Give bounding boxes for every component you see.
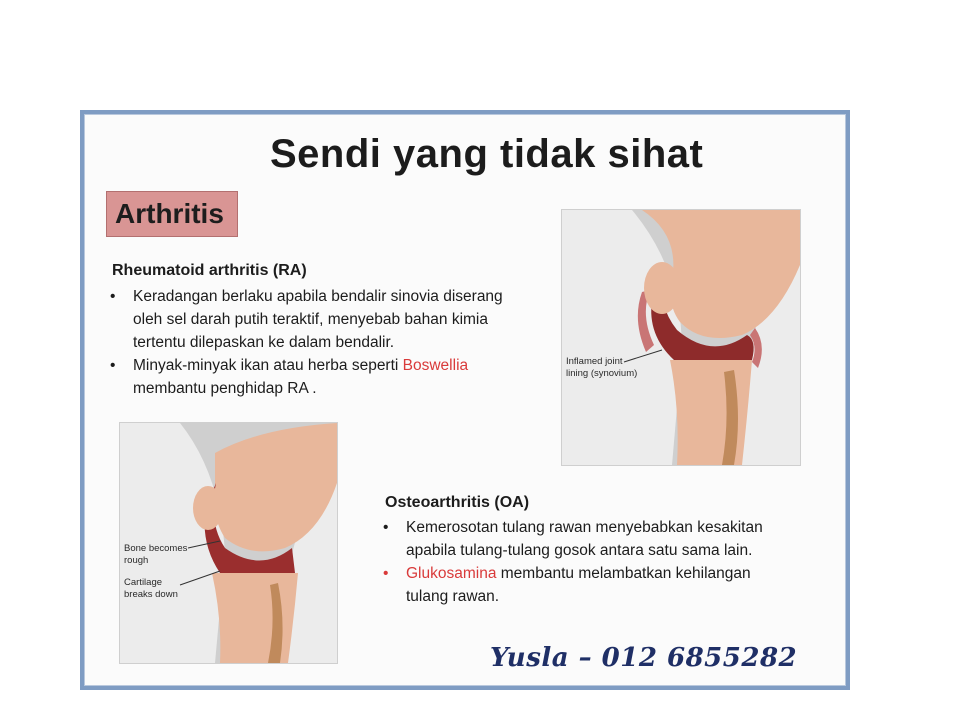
glukosamina-highlight: Glukosamina — [406, 565, 497, 582]
oa-label-2-line-1: Cartilage — [124, 577, 163, 588]
oa-bullet-2-text: membantu melambatkan kehilangan — [496, 565, 751, 582]
ra-bullet-1 — [105, 285, 503, 354]
ra-heading: Rheumatoid arthritis (RA) — [112, 262, 307, 279]
boswellia-highlight: Boswellia — [402, 357, 469, 374]
bullet-dot: • — [110, 288, 116, 305]
bullet-dot: • — [110, 357, 116, 374]
oa-bullet-1 — [378, 516, 763, 562]
oa-bullet-1-line-1: Kemerosotan tulang rawan menyebabkan kesakitan — [406, 519, 763, 536]
ra-bullet-2-text: Minyak-minyak ikan atau herba seperti — [133, 357, 403, 374]
ra-bullet-list — [105, 285, 503, 400]
oa-heading: Osteoarthritis (OA) — [385, 494, 530, 511]
oa-knee-image — [119, 422, 338, 664]
ra-bullet-2 — [105, 354, 503, 400]
ra-label-line-2: lining (synovium) — [566, 368, 638, 379]
contact-signature: Yusla – 012 6855282 — [490, 643, 798, 673]
oa-label-1-line-2: rough — [124, 555, 149, 566]
ra-bullet-1-line-3: tertentu dilepaskan ke dalam bendalir. — [133, 334, 395, 351]
arthritis-tag: Arthritis — [106, 191, 238, 237]
oa-label-1-line-1: Bone becomes — [124, 543, 188, 554]
oa-bullet-2 — [378, 562, 763, 608]
ra-bullet-2-line-2: membantu penghidap RA . — [133, 380, 317, 397]
ra-knee-illustration — [562, 210, 800, 465]
oa-label-2-line-2: breaks down — [124, 589, 178, 600]
oa-bullet-2-line-2: tulang rawan. — [406, 588, 500, 605]
ra-label-line-1: Inflamed joint — [566, 356, 623, 367]
slide-title: Sendi yang tidak sihat — [270, 132, 704, 176]
ra-knee-image — [561, 209, 801, 466]
bullet-dot: • — [383, 565, 389, 582]
ra-bullet-1-line-2: oleh sel darah putih teraktif, menyebab bahan kimia — [133, 311, 488, 328]
bullet-dot: • — [383, 519, 389, 536]
oa-bullet-1-line-2: apabila tulang-tulang gosok antara satu sama lain. — [406, 542, 753, 559]
ra-bullet-1-line-1: Keradangan berlaku apabila bendalir sinovia diserang — [133, 288, 503, 305]
oa-bullet-list — [378, 516, 763, 608]
